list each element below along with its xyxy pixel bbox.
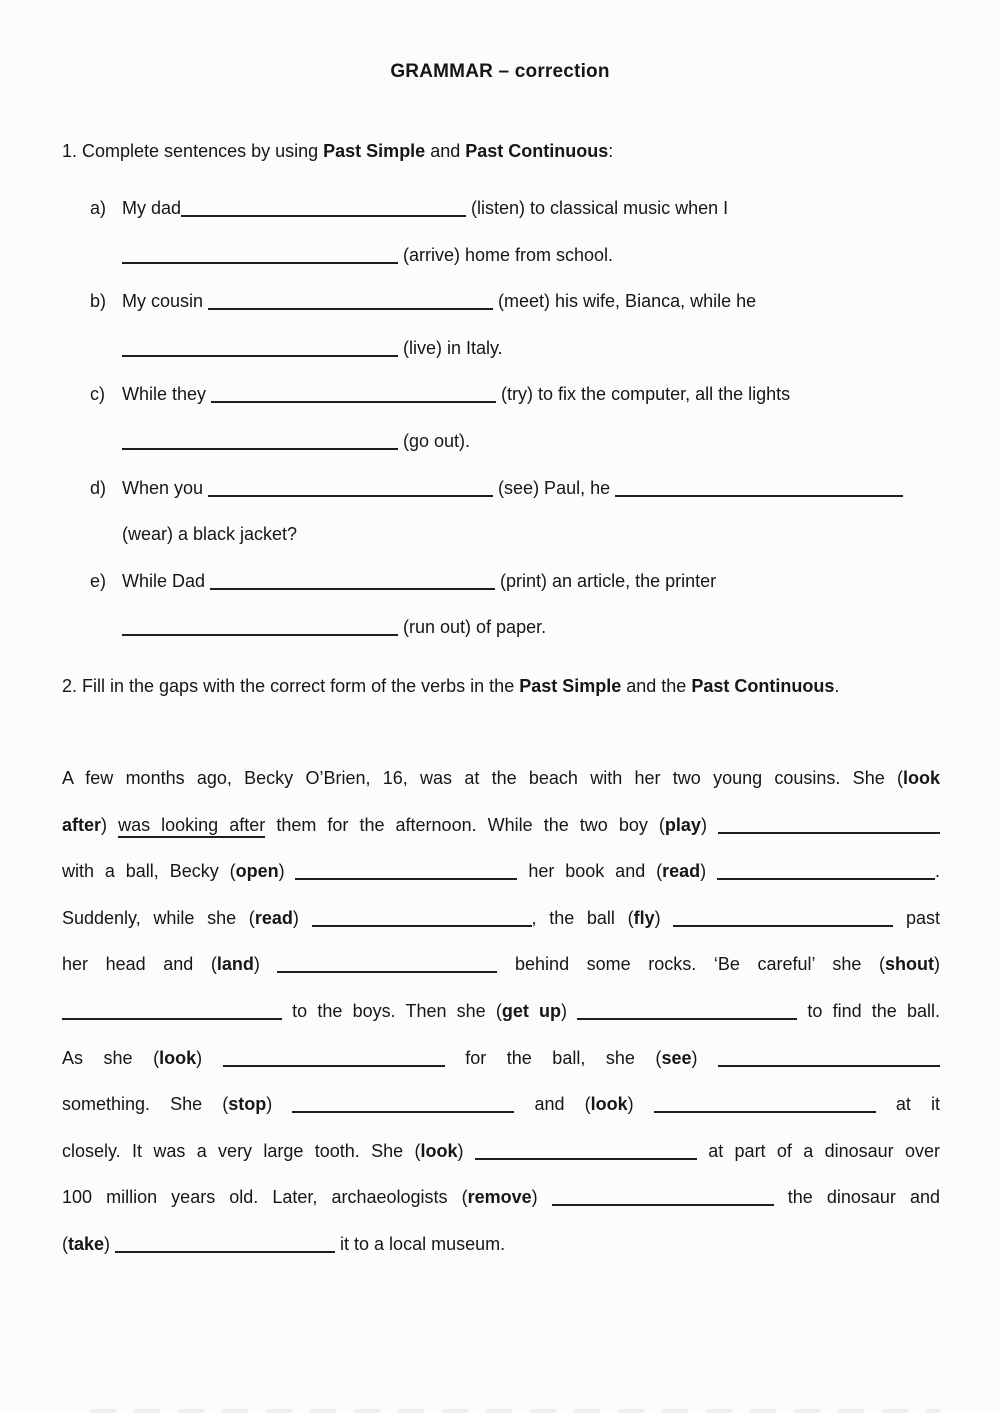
- text-segment: ): [933, 954, 940, 975]
- fill-in-blank: [292, 1091, 514, 1113]
- fill-in-blank: [122, 614, 398, 636]
- text-segment: As she (: [62, 1047, 160, 1068]
- fill-in-blank: [615, 475, 903, 497]
- text-segment: at it: [875, 1094, 941, 1115]
- fill-in-blank: [673, 905, 893, 927]
- text-segment: (wear) a black jacket?: [122, 524, 298, 545]
- fill-in-blank: [718, 812, 940, 834]
- text-segment: Past Continuous: [691, 676, 835, 696]
- text-segment: ): [457, 1140, 475, 1161]
- text-segment: ): [101, 814, 119, 835]
- text-segment: past: [893, 907, 941, 928]
- text-segment: get up: [501, 1000, 562, 1021]
- text-segment: closely. It was a very large tooth. She (: [62, 1140, 421, 1161]
- text-segment: something. She (: [62, 1094, 229, 1115]
- text-segment: with a ball, Becky (: [62, 861, 236, 882]
- item-label: d): [90, 477, 107, 498]
- paragraph-line: [62, 755, 940, 802]
- text-segment: Past Simple: [519, 676, 622, 696]
- text-segment: to find the ball.: [797, 1000, 940, 1021]
- text-segment: look: [902, 768, 940, 788]
- text-segment: Past Continuous: [465, 141, 609, 161]
- text-segment: play: [664, 814, 701, 835]
- text-segment: her book and (: [517, 861, 663, 882]
- text-segment: ): [654, 907, 674, 928]
- fill-in-blank: [211, 381, 496, 403]
- fill-in-blank: [122, 242, 398, 264]
- text-segment: and: [425, 141, 466, 161]
- fill-in-blank: [277, 951, 497, 973]
- text-segment: :: [608, 141, 614, 161]
- item-label: e): [90, 570, 107, 591]
- text-segment: .: [935, 861, 941, 882]
- text-segment: (see) Paul, he: [493, 477, 616, 498]
- text-segment: ): [627, 1094, 654, 1115]
- paragraph-line: [62, 1221, 940, 1268]
- item-label: a): [90, 198, 107, 218]
- text-segment: look: [420, 1140, 458, 1161]
- text-segment: (live) in Italy.: [398, 337, 503, 358]
- text-segment: (try) to fix the computer, all the lights: [496, 384, 791, 405]
- text-segment: (go out).: [398, 430, 471, 451]
- text-segment: the dinosaur and: [773, 1187, 941, 1208]
- text-segment: ): [691, 1047, 719, 1068]
- fill-in-blank: [62, 998, 282, 1020]
- page-title: GRAMMAR – correction: [390, 61, 610, 82]
- text-segment: read: [254, 907, 293, 928]
- fill-in-blank: [552, 1184, 774, 1206]
- text-segment: ): [700, 861, 718, 882]
- text-segment: (meet) his wife, Bianca, while he: [493, 291, 757, 312]
- text-segment: for the ball, she (: [444, 1047, 662, 1068]
- fill-in-blank: [475, 1138, 697, 1160]
- text-segment: ): [292, 907, 312, 928]
- text-segment: (: [62, 1233, 68, 1254]
- fill-in-blank: [312, 905, 532, 927]
- text-segment: ): [266, 1094, 293, 1115]
- worksheet-line: [122, 418, 940, 465]
- paragraph-line: [62, 848, 940, 895]
- text-segment: 2. Fill in the gaps with the correct form of the verbs in the: [62, 676, 520, 696]
- exercise1-item: [90, 558, 940, 651]
- item-label: c): [90, 384, 105, 405]
- worksheet-line: [122, 185, 940, 232]
- text-segment: My cousin: [122, 291, 209, 312]
- exercise2-paragraph: [62, 755, 940, 1268]
- paragraph-line: [62, 1035, 940, 1082]
- cutoff-text-remnant: [90, 1409, 940, 1413]
- fill-in-blank: [122, 428, 398, 450]
- fill-in-blank: [115, 1231, 335, 1253]
- fill-in-blank: [210, 568, 495, 590]
- text-segment: see: [661, 1047, 692, 1068]
- text-segment: and the: [621, 676, 692, 696]
- text-segment: ): [196, 1047, 223, 1068]
- paragraph-line: [62, 941, 940, 988]
- text-segment: (listen) to classical music when I: [466, 198, 729, 218]
- fill-in-blank: [223, 1045, 445, 1067]
- text-segment: .: [834, 676, 840, 696]
- text-segment: at part of a dinosaur over: [696, 1140, 940, 1161]
- text-segment: to the boys. Then she (: [282, 1000, 502, 1021]
- exercise1-items: [90, 185, 940, 651]
- text-segment: (arrive) home from school.: [398, 244, 614, 265]
- text-segment: take: [68, 1233, 105, 1254]
- exercise1-instruction: [62, 139, 982, 163]
- text-segment: stop: [228, 1094, 267, 1115]
- fill-in-blank: [122, 335, 398, 357]
- text-segment: ): [561, 1000, 578, 1021]
- text-segment: , the ball (: [531, 907, 634, 928]
- text-segment: ): [531, 1187, 552, 1208]
- worksheet-line: [122, 325, 940, 372]
- text-segment: ): [278, 861, 296, 882]
- text-segment: fly: [633, 907, 655, 928]
- text-segment: remove: [467, 1187, 532, 1208]
- paragraph-line: [62, 1174, 940, 1221]
- exercise1-item: [90, 371, 940, 464]
- text-segment: ): [104, 1233, 116, 1254]
- text-segment: look: [590, 1094, 628, 1115]
- fill-in-blank: [717, 858, 935, 880]
- text-segment: My dad: [122, 198, 182, 218]
- worksheet-line: [122, 558, 940, 605]
- text-segment: 100 million years old. Later, archaeologists (: [62, 1187, 468, 1208]
- text-segment: A few months ago, Becky O’Brien, 16, was at the beach with her two young cousins. She (: [62, 768, 903, 788]
- text-segment: after: [62, 814, 102, 835]
- text-segment: read: [662, 861, 701, 882]
- text-segment: (print) an article, the printer: [495, 570, 717, 591]
- text-segment: shout: [884, 954, 934, 975]
- item-label: b): [90, 291, 107, 312]
- fill-in-blank: [208, 288, 493, 310]
- worksheet-line: [122, 232, 940, 279]
- exercise2-instruction: [62, 663, 982, 710]
- fill-in-blank: [577, 998, 797, 1020]
- text-segment: it to a local museum.: [335, 1233, 506, 1254]
- fill-in-blank: [295, 858, 517, 880]
- worksheet-line: [122, 511, 940, 558]
- text-segment: While Dad: [122, 570, 211, 591]
- text-segment: open: [235, 861, 279, 882]
- text-segment: them for the afternoon. While the two boy (: [265, 814, 665, 835]
- worksheet-line: [122, 278, 940, 325]
- fill-in-blank: [654, 1091, 876, 1113]
- text-segment: Suddenly, while she (: [62, 907, 255, 928]
- worksheet-line: [122, 371, 940, 418]
- text-segment: Past Simple: [323, 141, 426, 161]
- text-segment: When you: [122, 477, 209, 498]
- text-segment: and (: [514, 1094, 591, 1115]
- exercise1-item: [90, 185, 940, 278]
- exercise1-item: [90, 465, 940, 558]
- text-segment: her head and (: [62, 954, 217, 975]
- text-segment: ): [253, 954, 278, 975]
- worksheet-line: [122, 604, 940, 651]
- fill-in-blank: [208, 475, 493, 497]
- paragraph-line: [62, 1128, 940, 1175]
- fill-in-blank: [181, 195, 466, 217]
- paragraph-line: [62, 1081, 940, 1128]
- fill-in-blank: [718, 1045, 940, 1067]
- paragraph-line: [62, 988, 940, 1035]
- text-segment: behind some rocks. ‘Be careful’ she (: [497, 954, 885, 975]
- exercise1-item: [90, 278, 940, 371]
- paragraph-line: [62, 895, 940, 942]
- text-segment: land: [216, 954, 254, 975]
- text-segment: was looking after: [118, 815, 265, 838]
- text-segment: ): [700, 814, 719, 835]
- text-segment: look: [159, 1047, 197, 1068]
- text-segment: 1. Complete sentences by using: [62, 141, 324, 161]
- text-segment: (run out) of paper.: [398, 617, 547, 638]
- paragraph-line: [62, 802, 940, 849]
- worksheet-line: [122, 465, 940, 512]
- text-segment: While they: [122, 384, 212, 405]
